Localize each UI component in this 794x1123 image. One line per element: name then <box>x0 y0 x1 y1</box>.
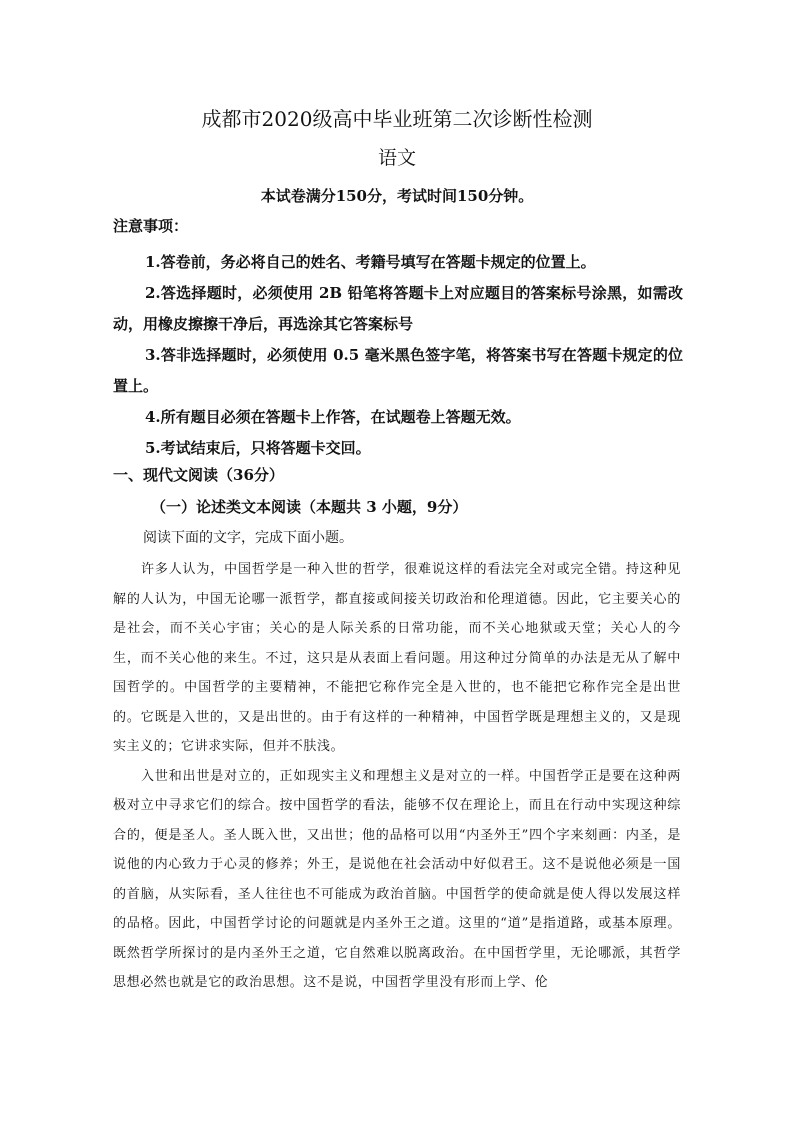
exam-title: 成都市2020级高中毕业班第二次诊断性检测 <box>201 107 593 131</box>
notice-list <box>113 247 683 464</box>
section-heading: 一、现代文阅读（36分） <box>113 466 284 484</box>
reading-prompt: 阅读下面的文字，完成下面小题。 <box>143 530 353 546</box>
notice-item: 5.考试结束后，只将答题卡交回。 <box>145 439 371 457</box>
reading-passage <box>113 555 681 998</box>
exam-score-time-note: 本试卷满分150分，考试时间150分钟。 <box>260 187 534 205</box>
passage-paragraph: 入世和出世是对立的，正如现实主义和理想主义是对立的一样。中国哲学正是要在这种两极对立中寻求它们的综合。按中国哲学的看法，能够不仅在理论上，而且在行动中实现这种综合的，便是圣人。圣人既入世，又出世；他的品格可以用“内圣外王”四个字来刻画：内圣，是说他的内心致力于心灵的修养；外王，是说他在社会活动中好似君王。这不是说他必须是一国的首脑，从实际看，圣人往往也不可能成为政治首脑。中国哲学的使命就是使人得以发展这样的品格。因此，中国哲学讨论的问题就是内圣外王之道。这里的“道”是指道路，或基本原理。既然哲学所探讨的是内圣外王之道，它自然难以脱离政治。在中国哲学里，无论哪派，其哲学思想必然也就是它的政治思想。这不是说，中国哲学里没有形而上学、伦 <box>113 768 681 990</box>
notice-item: 1.答卷前，务必将自己的姓名、考籍号填写在答题卡规定的位置上。 <box>145 253 596 271</box>
notice-heading: 注意事项： <box>113 217 189 235</box>
notice-item: 3.答非选择题时，必须使用 0.5 毫米黑色签字笔，将答案书写在答题卡规定的位置上。 <box>113 346 683 395</box>
notice-item: 2.答选择题时，必须使用 2B 铅笔将答题卡上对应题目的答案标号涂黑，如需改动，用橡皮擦擦干净后，再选涂其它答案标号 <box>113 284 683 333</box>
subsection-heading: （一）论述类文本阅读（本题共 3 小题，9分） <box>151 498 468 516</box>
passage-paragraph: 许多人认为，中国哲学是一种入世的哲学，很难说这样的看法完全对或完全错。持这种见解的人认为，中国无论哪一派哲学，都直接或间接关切政治和伦理道德。因此，它主要关心的是社会，而不关心宇宙；关心的是人际关系的日常功能，而不关心地狱或天堂；关心人的今生，而不关心他的来生。不过，这只是从表面上看问题。用这种过分简单的办法是无从了解中国哲学的。中国哲学的主要精神，不能把它称作完全是入世的，也不能把它称作完全是出世的。它既是入世的，又是出世的。由于有这样的一种精神，中国哲学既是理想主义的，又是现实主义的；它讲求实际，但并不肤浅。 <box>113 562 681 754</box>
subject-title: 语文 <box>377 147 416 169</box>
notice-item: 4.所有题目必须在答题卡上作答，在试题卷上答题无效。 <box>145 408 521 426</box>
